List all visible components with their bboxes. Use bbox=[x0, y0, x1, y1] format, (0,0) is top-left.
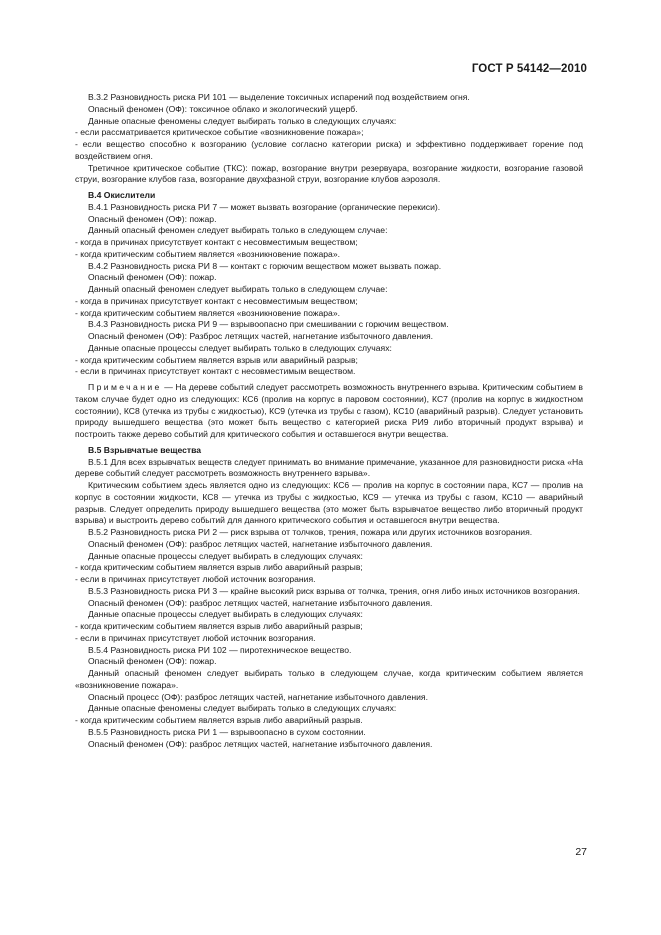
paragraph-text: Опасный феномен (ОФ): Разброс летящих частей, нагнетание избыточного давления. bbox=[88, 331, 434, 341]
paragraph-text: Критическим событием здесь является одно из следующих: КС6 — пролив на корпус в состоянии пара, КС7 — пролив на корпус в состоянии жидкости, КС8 — утечка из трубы с жидкостью, КС9 — утечка из трубы с газом, КС10 — аварийный разрыв. Следует определить природу вышедшего вещества (это может быть взрывчатое вещество либо вторичный продукт взрыва) и выстроить дерево событий для данного критического события и оставшегося внутри вещества. bbox=[75, 480, 583, 526]
body-paragraph bbox=[75, 163, 583, 187]
note-label: Примечание bbox=[88, 382, 162, 392]
paragraph-text: - когда критическим событием является взрыв либо аварийный разрыв; bbox=[75, 562, 363, 573]
body-paragraph bbox=[75, 703, 583, 715]
paragraph-text: В.4.2 Разновидность риска РИ 8 — контакт с горючим веществом может вызвать пожар. bbox=[88, 260, 442, 271]
paragraph-text: Опасный феномен (ОФ): разброс летящих частей, нагнетание избыточного давления. bbox=[88, 738, 433, 749]
paragraph-text: - когда в причинах присутствует контакт с несовместимым веществом; bbox=[75, 237, 358, 247]
paragraph-text: - когда в причинах присутствует контакт с несовместимым веществом; bbox=[75, 295, 358, 306]
body-paragraph bbox=[75, 319, 583, 331]
body-paragraph bbox=[75, 551, 583, 563]
paragraph-text: Опасный феномен (ОФ): пожар. bbox=[88, 656, 217, 667]
paragraph-text: Данные опасные процессы следует выбирать в следующих случаях: bbox=[88, 609, 363, 620]
body-paragraph bbox=[75, 621, 583, 633]
body-paragraph bbox=[75, 92, 583, 104]
body-paragraph bbox=[75, 574, 583, 586]
paragraph-text: В.4.3 Разновидность риска РИ 9 — взрывоопасно при смешивании с горючим веществом. bbox=[88, 319, 449, 330]
paragraph-text: - если в причинах присутствует контакт с несовместимым веществом. bbox=[75, 366, 356, 377]
body-paragraph bbox=[75, 727, 583, 739]
body-paragraph bbox=[75, 366, 583, 378]
body-paragraph bbox=[75, 343, 583, 355]
paragraph-text: - когда критическим событием является взрыв либо аварийный разрыв; bbox=[75, 621, 363, 631]
page-number: 27 bbox=[575, 846, 587, 858]
section-heading bbox=[75, 190, 583, 202]
body-paragraph bbox=[75, 527, 583, 539]
body-paragraph bbox=[75, 261, 583, 273]
paragraph-text: Данные опасные процессы следует выбирать в следующих случаях: bbox=[88, 550, 363, 561]
body-paragraph bbox=[75, 355, 583, 367]
body-paragraph bbox=[75, 202, 583, 214]
paragraph-text: В.5.1 Для всех взрывчатых веществ следует принимать во внимание примечание, указанное для разновидности риска «На дереве событий следует рассмотреть возможность внутреннего взрыва». bbox=[75, 456, 583, 479]
paragraph-text: - когда критическим событием является взрыв либо аварийный разрыв. bbox=[75, 715, 363, 725]
body-paragraph bbox=[75, 562, 583, 574]
paragraph-text: Опасный феномен (ОФ): разброс летящих частей, нагнетание избыточного давления. bbox=[88, 597, 433, 608]
paragraph-text: - если вещество способно к возгоранию (условие согласно категории риска) и эффективно поддерживает горение под воздействием огня. bbox=[75, 139, 583, 161]
body-paragraph bbox=[75, 104, 583, 116]
paragraph-text: - если в причинах присутствует любой источник возгорания. bbox=[75, 574, 316, 584]
body-paragraph bbox=[75, 609, 583, 621]
paragraph-text: Опасный феномен (ОФ): разброс летящих частей, нагнетание избыточного давления. bbox=[88, 538, 433, 549]
document-body bbox=[75, 92, 583, 750]
body-paragraph bbox=[75, 457, 583, 481]
body-paragraph bbox=[75, 633, 583, 645]
paragraph-text: — На дереве событий следует рассмотреть возможность внутреннего взрыва. Критическим событием в таком случае будет одно из следующих: КС6 (пролив на корпус в паровом состоянии), КС7 (пролив на корпус в жидкостном состоянии), КС8 (утечка из трубы с жидкостью), КС9 (утечка из трубы с газом), КС10 (аварийный разрыв). Следует установить природу вышедшего вещества (это может быть вещество с категорией риска РИ9 либо вторичный продукт взрыва) и построить также дерево событий для критического события и оставшегося внутри вещества. bbox=[75, 382, 583, 439]
body-paragraph bbox=[75, 272, 583, 284]
body-paragraph bbox=[75, 480, 583, 527]
paragraph-text: Данный опасный феномен следует выбирать только в следующем случае: bbox=[88, 225, 388, 236]
paragraph-text: Опасный феномен (ОФ): пожар. bbox=[88, 272, 217, 283]
paragraph-text: - когда критическим событием является «возникновение пожара». bbox=[75, 307, 340, 318]
paragraph-text: Данный опасный феномен следует выбирать только в следующем случае: bbox=[88, 284, 388, 294]
paragraph-text: Опасный феномен (ОФ): токсичное облако и экологический ущерб. bbox=[88, 103, 358, 114]
paragraph-text: Данные опасные процессы следует выбирать только в следующих случаях: bbox=[88, 342, 392, 353]
body-paragraph bbox=[75, 116, 583, 128]
body-paragraph bbox=[75, 139, 583, 163]
body-paragraph bbox=[75, 598, 583, 610]
body-paragraph bbox=[75, 296, 583, 308]
paragraph-text: В.5.5 Разновидность риска РИ 1 — взрывоопасно в сухом состоянии. bbox=[88, 726, 366, 737]
document-header: ГОСТ Р 54142—2010 bbox=[471, 63, 587, 75]
paragraph-text: - если рассматривается критическое событие «возникновение пожара»; bbox=[75, 127, 364, 138]
paragraph-text: Опасный процесс (ОФ): разброс летящих частей, нагнетание избыточного давления. bbox=[88, 691, 428, 702]
body-paragraph bbox=[75, 645, 583, 657]
body-paragraph bbox=[75, 237, 583, 249]
paragraph-text: В.4 Окислители bbox=[88, 190, 156, 200]
body-paragraph bbox=[75, 249, 583, 261]
body-paragraph bbox=[75, 284, 583, 296]
paragraph-text: В.5.2 Разновидность риска РИ 2 — риск взрыва от толчков, трения, пожара или других источников возгорания. bbox=[88, 527, 533, 537]
body-paragraph bbox=[75, 308, 583, 320]
note-paragraph bbox=[75, 382, 583, 441]
paragraph-text: - когда критическим событием является взрыв или аварийный разрыв; bbox=[75, 354, 358, 365]
body-paragraph bbox=[75, 214, 583, 226]
paragraph-text: В.5 Взрывчатые вещества bbox=[88, 444, 202, 455]
paragraph-text: Данные опасные феномены следует выбирать только в следующих случаях: bbox=[88, 703, 397, 714]
body-paragraph bbox=[75, 739, 583, 751]
body-paragraph bbox=[75, 586, 583, 598]
body-paragraph bbox=[75, 331, 583, 343]
body-paragraph bbox=[75, 127, 583, 139]
body-paragraph bbox=[75, 668, 583, 692]
section-heading bbox=[75, 445, 583, 457]
paragraph-text: Данные опасные феномены следует выбирать только в следующих случаях: bbox=[88, 115, 397, 126]
paragraph-text: В.5.3 Разновидность риска РИ 3 — крайне высокий риск взрыва от толчка, трения, огня либо иных источников возгорания. bbox=[88, 585, 580, 596]
paragraph-text: Третичное критическое событие (ТКС): пожар, возгорание внутри резервуара, возгорание жидкости, возгорание газовой струи, возгорание клубов газа, возгорание двухфазной струи, возгорание клубов аэрозоля. bbox=[75, 162, 583, 185]
paragraph-text: Опасный феномен (ОФ): пожар. bbox=[88, 213, 217, 224]
body-paragraph bbox=[75, 715, 583, 727]
body-paragraph bbox=[75, 656, 583, 668]
paragraph-text: - когда критическим событием является «возникновение пожара». bbox=[75, 248, 340, 259]
body-paragraph bbox=[75, 539, 583, 551]
paragraph-text: В.4.1 Разновидность риска РИ 7 — может вызвать возгорание (органические перекиси). bbox=[88, 201, 441, 212]
body-paragraph bbox=[75, 225, 583, 237]
paragraph-text: В.5.4 Разновидность риска РИ 102 — пиротехническое вещество. bbox=[88, 644, 352, 655]
paragraph-text: Данный опасный феномен следует выбирать только в следующем случае, когда критическим событием является «возникновение пожара». bbox=[75, 668, 583, 690]
paragraph-text: В.3.2 Разновидность риска РИ 101 — выделение токсичных испарений под воздействием огня. bbox=[88, 92, 470, 102]
paragraph-text: - если в причинах присутствует любой источник возгорания. bbox=[75, 632, 316, 643]
body-paragraph bbox=[75, 692, 583, 704]
